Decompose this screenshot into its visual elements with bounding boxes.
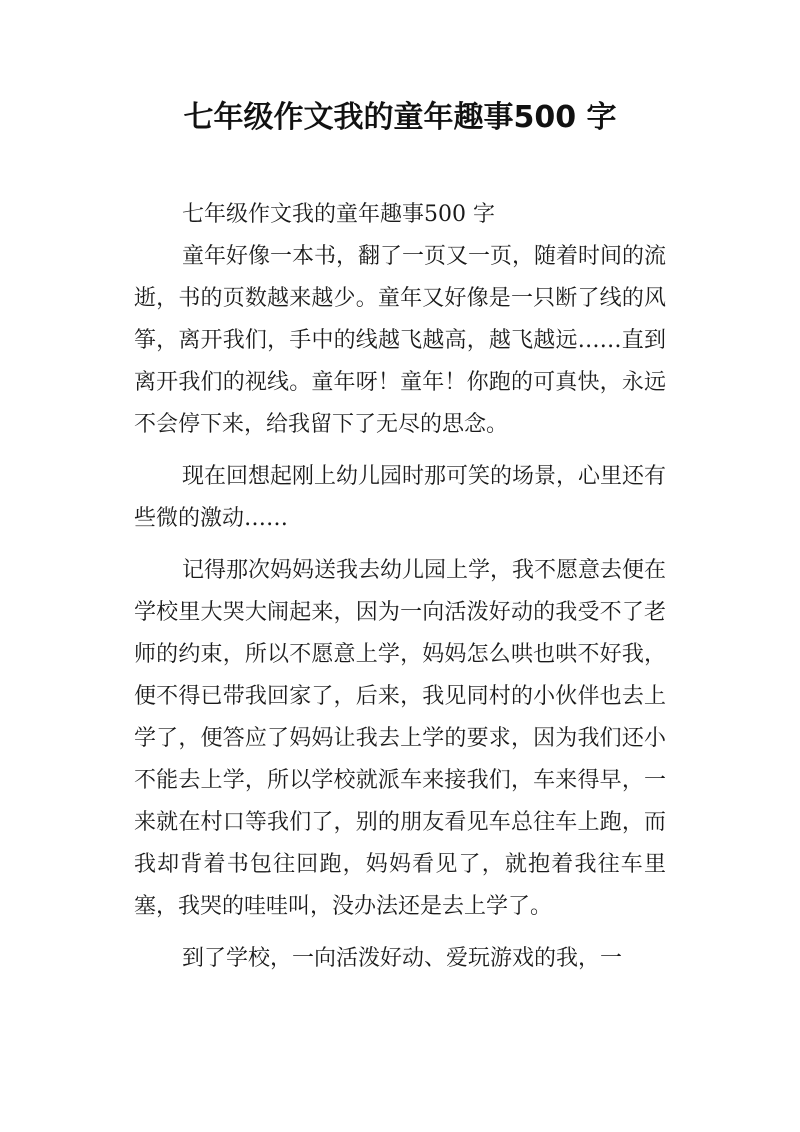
page-title: 七年级作文我的童年趣事500 字 bbox=[183, 100, 617, 135]
article-subtitle: 七年级作文我的童年趣事500 字 bbox=[182, 202, 495, 227]
paragraph-1: 童年好像一本书，翻了一页又一页，随着时间的流逝，书的页数越来越少。童年又好像是一只断了线的风筝，离开我们，手中的线越飞越高，越飞越远……直到离开我们的视线。童年呀！童年！你跑的可真快，永远不会停下来，给我留下了无尽的思念。 bbox=[134, 244, 667, 437]
article-body bbox=[134, 194, 666, 990]
paragraph-3: 记得那次妈妈送我去幼儿园上学，我不愿意去便在学校里大哭大闹起来，因为一向活泼好动的我受不了老师的约束，所以不愿意上学，妈妈怎么哄也哄不好我，便不得已带我回家了，后来，我见同村的小伙伴也去上学了，便答应了妈妈让我去上学的要求，因为我们还小不能去上学，所以学校就派车来接我们，车来得早，一来就在村口等我们了，别的朋友看见车总往车上跑，而我却背着书包往回跑，妈妈看见了，就抱着我往车里塞，我哭的哇哇叫，没办法还是去上学了。 bbox=[134, 558, 667, 919]
paragraph-2: 现在回想起刚上幼儿园时那可笑的场景，心里还有些微的激动…… bbox=[134, 464, 667, 531]
paragraph-4: 到了学校，一向活泼好动、爱玩游戏的我，一 bbox=[182, 946, 623, 971]
